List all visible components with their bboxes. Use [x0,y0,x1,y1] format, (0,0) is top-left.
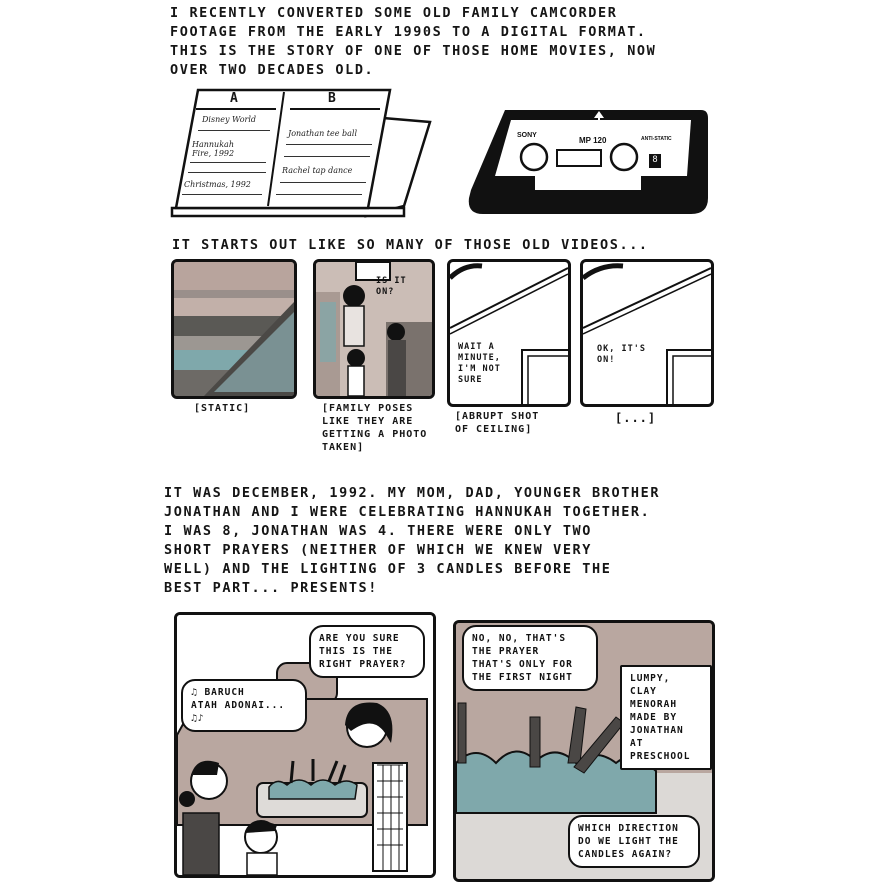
bubble-line: DO WE LIGHT THE [578,836,679,847]
sheet-scribble [284,156,370,157]
caption-line: MADE BY [630,712,678,723]
bubble-no-no [462,625,598,691]
intro-line: THIS IS THE STORY OF ONE OF THOSE HOME MOVIES, NOW [170,43,657,59]
bubble-line: WAIT A [458,342,495,352]
bubble-line: CANDLES AGAIN? [578,849,673,860]
tape-label-sheet [168,88,433,220]
sheet-header-line [290,108,380,110]
bubble-line: THIS IS THE [319,646,393,657]
bubble-line: ♫ BARUCH [191,687,245,698]
strip-panel-ceiling-1 [447,259,571,407]
bubble-line: THE PRAYER [472,646,540,657]
panel-menorah [453,620,715,882]
intro-line: OVER TWO DECADES OLD. [170,62,375,78]
caption-family [322,402,427,454]
story-line: IT WAS DECEMBER, 1992. MY MOM, DAD, YOUNGER BROTHER [164,485,661,501]
caption-line: [ABRUPT SHOT [455,411,540,422]
panel-prayer [174,612,436,878]
bubble-line: SURE [458,375,483,385]
cassette-size: 8 [649,154,661,168]
sheet-header-line [196,108,276,110]
strip-panel-static [171,259,297,399]
story-line: I WAS 8, JONATHAN WAS 4. THERE WERE ONLY TWO [164,523,593,539]
cassette-model: MP 120 [579,136,607,145]
bubble-baruch [181,679,307,732]
bubble-line: RIGHT PRAYER? [319,659,407,670]
bubble-line: ARE YOU SURE [319,633,400,644]
strip-panel-ceiling-2 [580,259,714,407]
sheet-scribble [188,172,266,173]
bubble-line: THE FIRST NIGHT [472,672,573,683]
strip-panel-family [313,259,435,399]
bubble-line: OK, IT'S [597,344,646,354]
caption-lumpy-menorah [620,665,712,770]
story-line: SHORT PRAYERS (NEITHER OF WHICH WE KNEW VERY [164,542,593,558]
intro-text [170,4,740,80]
caption-ceiling [455,410,539,436]
tape-a-item-3: Christmas, 1992 [184,180,251,189]
sheet-scribble [190,162,266,163]
bubble-wait-a-minute [458,342,501,386]
sheet-col-b: B [328,91,338,106]
bubble-line: WHICH DIRECTION [578,823,679,834]
cassette-drawing [465,106,710,218]
story-line: JONATHAN AND I WERE CELEBRATING HANNUKAH TOGETHER. [164,504,651,520]
ceiling-drawing [583,262,711,404]
caption-line: LIKE THEY ARE [322,416,414,427]
camcorder-cassette [465,106,710,218]
intro-line: I RECENTLY CONVERTED SOME OLD FAMILY CAMCORDER [170,5,618,21]
sheet-scribble [182,194,262,195]
bubble-is-it-on: IS IT ON? [376,276,407,297]
bubble-line: THAT'S ONLY FOR [472,659,573,670]
sheet-scribble [286,144,372,145]
sheet-scribble [198,130,270,131]
story-text [164,484,734,598]
sheet-col-a: A [230,91,240,106]
sheet-scribble [276,194,362,195]
caption-line: TAKEN] [322,442,365,453]
bubble-line: NO, NO, THAT'S [472,633,567,644]
caption-ellipsis: [...] [615,411,657,425]
cassette-tag: ANTI-STATIC [641,136,672,142]
starts-text: IT STARTS OUT LIKE SO MANY OF THOSE OLD VIDEOS... [172,237,649,253]
caption-static: [STATIC] [194,403,251,414]
caption-line: AT PRESCHOOL [630,738,691,762]
story-line: WELL) AND THE LIGHTING OF 3 CANDLES BEFORE THE [164,561,612,577]
sheet-scribble [280,182,366,183]
cassette-brand: SONY [517,132,537,139]
bubble-line: MINUTE, [458,353,501,363]
bubble-are-you-sure [309,625,425,678]
bubble-line: I'M NOT [458,364,501,374]
tape-b-item-2: Rachel tap dance [282,166,353,175]
caption-line: OF CEILING] [455,424,533,435]
caption-line: [FAMILY POSES [322,403,414,414]
tape-a-item-1: Disney World [202,115,257,124]
bubble-ok-its-on [597,344,646,366]
tape-a-item-2: Hannukah Fire, 1992 [192,140,235,158]
bubble-line: ON! [597,355,616,365]
static-image [174,262,294,396]
caption-line: MENORAH [630,699,678,710]
story-line: BEST PART... PRESENTS! [164,580,379,596]
caption-line: LUMPY, CLAY [630,673,671,697]
caption-line: GETTING A PHOTO [322,429,428,440]
tape-b-item-1: Jonathan tee ball [288,129,358,138]
bubble-which-direction [568,815,700,868]
intro-line: FOOTAGE FROM THE EARLY 1990S TO A DIGITAL FORMAT. [170,24,647,40]
family-scene [316,262,432,396]
caption-line: JONATHAN [630,725,684,736]
bubble-line: ATAH ADONAI... ♫♪ [191,700,286,724]
